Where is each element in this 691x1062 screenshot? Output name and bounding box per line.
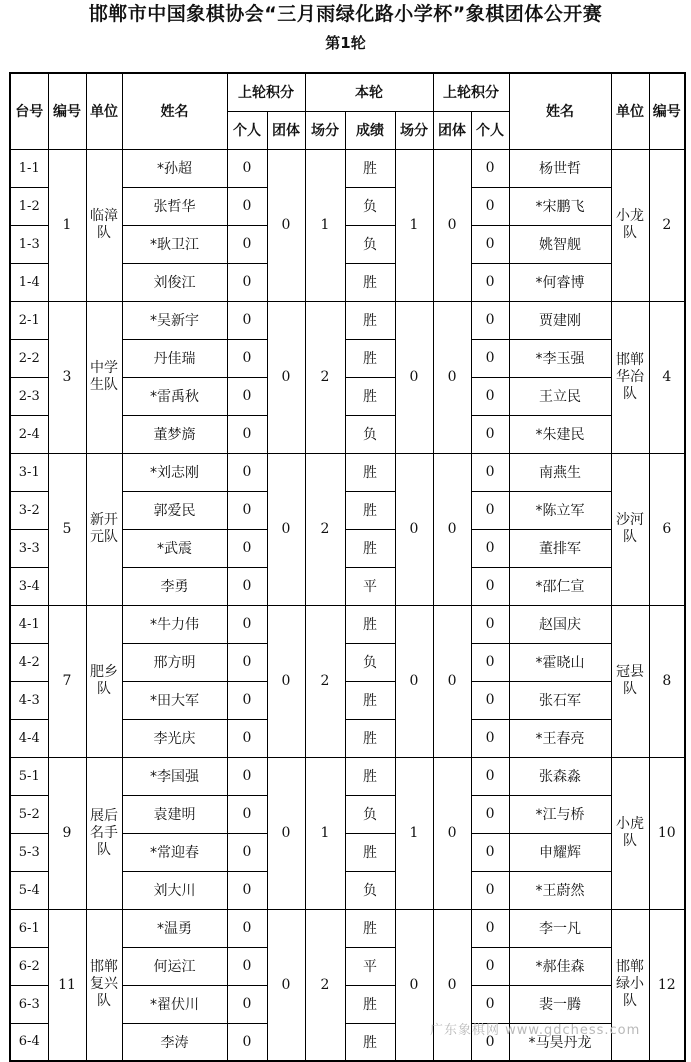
board-number: 6-3 [10, 985, 48, 1023]
game-result: 平 [345, 567, 395, 605]
individual-prev-left: 0 [227, 187, 267, 225]
player-name-left: *雷禹秋 [122, 377, 227, 415]
match-points-left: 1 [305, 149, 345, 301]
player-name-right: *王蔚然 [509, 871, 611, 909]
team-unit-left [86, 605, 122, 757]
header-unit-left: 单位 [86, 73, 122, 149]
player-name-right: *朱建民 [509, 415, 611, 453]
individual-prev-right: 0 [471, 605, 509, 643]
individual-prev-left: 0 [227, 947, 267, 985]
header-match-points-left: 场分 [305, 111, 345, 149]
page-title: 邯郸市中国象棋协会“三月雨绿化路小学杯”象棋团体公开赛 [88, 3, 603, 25]
individual-prev-left: 0 [227, 453, 267, 491]
match-points-left: 2 [305, 453, 345, 605]
team-prev-right: 0 [433, 757, 471, 909]
team-unit-right-text: 小虎队 [616, 816, 645, 849]
player-name-left: *翟伏川 [122, 985, 227, 1023]
team-unit-right-text: 小龙队 [616, 208, 645, 241]
team-prev-right: 0 [433, 149, 471, 301]
board-number: 6-1 [10, 909, 48, 947]
individual-prev-left: 0 [227, 1023, 267, 1061]
team-unit-right [611, 605, 649, 757]
game-result: 负 [345, 225, 395, 263]
match-points-left: 2 [305, 909, 345, 1061]
individual-prev-left: 0 [227, 339, 267, 377]
individual-prev-right: 0 [471, 947, 509, 985]
player-name-left: 丹佳瑞 [122, 339, 227, 377]
player-name-right: 张森淼 [509, 757, 611, 795]
game-result: 胜 [345, 301, 395, 339]
team-prev-left: 0 [267, 757, 305, 909]
player-name-right: *邵仁宣 [509, 567, 611, 605]
player-name-right: *陈立军 [509, 491, 611, 529]
player-name-left: *田大军 [122, 681, 227, 719]
table-row [10, 605, 685, 643]
individual-prev-right: 0 [471, 301, 509, 339]
team-prev-left: 0 [267, 301, 305, 453]
player-name-right: *江与桥 [509, 795, 611, 833]
team-unit-left-text: 邯郸复兴队 [90, 959, 118, 1010]
header-number-left: 编号 [48, 73, 86, 149]
player-name-right: *马昊丹龙 [509, 1023, 611, 1061]
player-name-right: 南燕生 [509, 453, 611, 491]
player-name-left: *耿卫江 [122, 225, 227, 263]
individual-prev-right: 0 [471, 643, 509, 681]
game-result: 胜 [345, 529, 395, 567]
board-number: 1-2 [10, 187, 48, 225]
team-number-right: 6 [649, 453, 685, 605]
team-prev-right: 0 [433, 605, 471, 757]
team-number-left: 5 [48, 453, 86, 605]
header-board-left: 台号 [10, 73, 48, 149]
individual-prev-right: 0 [471, 149, 509, 187]
individual-prev-left: 0 [227, 795, 267, 833]
individual-prev-left: 0 [227, 719, 267, 757]
match-points-right: 1 [395, 149, 433, 301]
player-name-right: 李一凡 [509, 909, 611, 947]
player-name-right: 杨世哲 [509, 149, 611, 187]
player-name-left: *吴新宇 [122, 301, 227, 339]
game-result: 胜 [345, 909, 395, 947]
board-number: 3-1 [10, 453, 48, 491]
team-unit-left-text: 临漳队 [90, 208, 118, 241]
team-prev-left: 0 [267, 149, 305, 301]
team-unit-left-text: 中学生队 [90, 360, 118, 393]
player-name-left: 张哲华 [122, 187, 227, 225]
player-name-right: 申耀辉 [509, 833, 611, 871]
match-points-right: 0 [395, 301, 433, 453]
team-unit-left [86, 453, 122, 605]
individual-prev-right: 0 [471, 415, 509, 453]
team-unit-right [611, 757, 649, 909]
player-name-right: 裴一腾 [509, 985, 611, 1023]
individual-prev-right: 0 [471, 719, 509, 757]
team-unit-right-text: 邯郸绿小队 [616, 959, 645, 1010]
game-result: 胜 [345, 149, 395, 187]
board-number: 2-3 [10, 377, 48, 415]
team-prev-left: 0 [267, 453, 305, 605]
player-name-left: *牛力伟 [122, 605, 227, 643]
team-prev-right: 0 [433, 909, 471, 1061]
game-result: 胜 [345, 491, 395, 529]
player-name-left: 袁建明 [122, 795, 227, 833]
game-result: 胜 [345, 985, 395, 1023]
board-number: 4-2 [10, 643, 48, 681]
player-name-left: 李涛 [122, 1023, 227, 1061]
team-unit-right-text: 冠县队 [616, 664, 645, 697]
board-number: 3-4 [10, 567, 48, 605]
board-number: 2-2 [10, 339, 48, 377]
player-name-right: 张石军 [509, 681, 611, 719]
team-number-right: 10 [649, 757, 685, 909]
player-name-right: 贾建刚 [509, 301, 611, 339]
board-number: 5-1 [10, 757, 48, 795]
team-unit-left [86, 757, 122, 909]
player-name-right: *郝佳森 [509, 947, 611, 985]
team-unit-right [611, 149, 649, 301]
player-name-right: 赵国庆 [509, 605, 611, 643]
table-row [10, 149, 685, 187]
board-number: 5-3 [10, 833, 48, 871]
player-name-right: 董排军 [509, 529, 611, 567]
board-number: 5-2 [10, 795, 48, 833]
board-number: 3-3 [10, 529, 48, 567]
team-prev-right: 0 [433, 453, 471, 605]
individual-prev-left: 0 [227, 567, 267, 605]
game-result: 胜 [345, 757, 395, 795]
game-result: 胜 [345, 339, 395, 377]
player-name-left: 李勇 [122, 567, 227, 605]
team-number-right: 12 [649, 909, 685, 1061]
watermark: 广东象棋网 www.gdchess.com [430, 1023, 641, 1038]
header-team-left: 团体 [267, 111, 305, 149]
header-name-right: 姓名 [509, 73, 611, 149]
board-number: 6-4 [10, 1023, 48, 1061]
individual-prev-right: 0 [471, 871, 509, 909]
player-name-right: 姚智舰 [509, 225, 611, 263]
board-number: 1-3 [10, 225, 48, 263]
individual-prev-right: 0 [471, 985, 509, 1023]
team-number-right: 4 [649, 301, 685, 453]
team-number-left: 1 [48, 149, 86, 301]
player-name-left: 刘俊江 [122, 263, 227, 301]
individual-prev-left: 0 [227, 415, 267, 453]
match-points-right: 0 [395, 453, 433, 605]
individual-prev-right: 0 [471, 339, 509, 377]
individual-prev-right: 0 [471, 263, 509, 301]
table-row [10, 909, 685, 947]
game-result: 负 [345, 871, 395, 909]
header-this-round: 本轮 [305, 73, 433, 111]
team-number-right: 8 [649, 605, 685, 757]
board-number: 4-3 [10, 681, 48, 719]
player-name-left: *刘志刚 [122, 453, 227, 491]
header-prev-score-right: 上轮积分 [433, 73, 509, 111]
board-number: 3-2 [10, 491, 48, 529]
header-result: 成绩 [345, 111, 395, 149]
individual-prev-left: 0 [227, 301, 267, 339]
player-name-right: 王立民 [509, 377, 611, 415]
individual-prev-right: 0 [471, 681, 509, 719]
team-number-left: 9 [48, 757, 86, 909]
table-row [10, 757, 685, 795]
table-row [10, 301, 685, 339]
game-result: 胜 [345, 605, 395, 643]
player-name-left: 李光庆 [122, 719, 227, 757]
individual-prev-right: 0 [471, 529, 509, 567]
game-result: 负 [345, 415, 395, 453]
team-number-left: 7 [48, 605, 86, 757]
match-points-left: 2 [305, 605, 345, 757]
team-unit-left-text: 新开元队 [90, 512, 118, 545]
player-name-left: *李国强 [122, 757, 227, 795]
game-result: 平 [345, 947, 395, 985]
individual-prev-right: 0 [471, 491, 509, 529]
player-name-left: *武震 [122, 529, 227, 567]
board-number: 2-1 [10, 301, 48, 339]
game-result: 胜 [345, 681, 395, 719]
board-number: 4-1 [10, 605, 48, 643]
team-unit-right [611, 301, 649, 453]
header-number-right: 编号 [649, 73, 685, 149]
header-team-right: 团体 [433, 111, 471, 149]
team-unit-left [86, 149, 122, 301]
player-name-right: *何睿博 [509, 263, 611, 301]
player-name-left: 董梦旖 [122, 415, 227, 453]
player-name-left: *孙超 [122, 149, 227, 187]
team-unit-right [611, 453, 649, 605]
individual-prev-left: 0 [227, 985, 267, 1023]
team-unit-left-text: 展后名手队 [90, 807, 118, 858]
individual-prev-left: 0 [227, 149, 267, 187]
team-unit-right [611, 909, 649, 1061]
individual-prev-left: 0 [227, 529, 267, 567]
individual-prev-right: 0 [471, 909, 509, 947]
player-name-right: *宋鹏飞 [509, 187, 611, 225]
individual-prev-left: 0 [227, 871, 267, 909]
individual-prev-right: 0 [471, 225, 509, 263]
player-name-left: 刘大川 [122, 871, 227, 909]
individual-prev-left: 0 [227, 491, 267, 529]
pairing-table [9, 72, 686, 1062]
individual-prev-left: 0 [227, 681, 267, 719]
round-label: 第1轮 [325, 34, 366, 52]
match-points-left: 1 [305, 757, 345, 909]
game-result: 负 [345, 643, 395, 681]
team-unit-left [86, 909, 122, 1061]
individual-prev-right: 0 [471, 757, 509, 795]
individual-prev-left: 0 [227, 643, 267, 681]
individual-prev-left: 0 [227, 605, 267, 643]
match-points-right: 0 [395, 605, 433, 757]
board-number: 2-4 [10, 415, 48, 453]
match-points-right: 0 [395, 909, 433, 1061]
player-name-right: *王春亮 [509, 719, 611, 757]
board-number: 1-1 [10, 149, 48, 187]
team-unit-left [86, 301, 122, 453]
team-prev-left: 0 [267, 605, 305, 757]
team-number-left: 3 [48, 301, 86, 453]
game-result: 胜 [345, 1023, 395, 1061]
team-prev-right: 0 [433, 301, 471, 453]
game-result: 负 [345, 795, 395, 833]
player-name-left: 何运江 [122, 947, 227, 985]
board-number: 6-2 [10, 947, 48, 985]
game-result: 胜 [345, 377, 395, 415]
team-unit-left-text: 肥乡队 [90, 664, 118, 697]
team-unit-right-text: 邯郸华冶队 [616, 351, 645, 402]
individual-prev-right: 0 [471, 795, 509, 833]
game-result: 胜 [345, 263, 395, 301]
individual-prev-left: 0 [227, 757, 267, 795]
header-prev-score-left: 上轮积分 [227, 73, 305, 111]
player-name-right: *霍晓山 [509, 643, 611, 681]
individual-prev-right: 0 [471, 567, 509, 605]
header-individual-right: 个人 [471, 111, 509, 149]
match-points-left: 2 [305, 301, 345, 453]
team-number-left: 11 [48, 909, 86, 1061]
player-name-left: *温勇 [122, 909, 227, 947]
individual-prev-right: 0 [471, 1023, 509, 1061]
header-name-left: 姓名 [122, 73, 227, 149]
individual-prev-right: 0 [471, 833, 509, 871]
match-points-right: 1 [395, 757, 433, 909]
individual-prev-left: 0 [227, 909, 267, 947]
individual-prev-left: 0 [227, 833, 267, 871]
individual-prev-left: 0 [227, 225, 267, 263]
header-match-points-right: 场分 [395, 111, 433, 149]
player-name-left: 郭爱民 [122, 491, 227, 529]
player-name-left: 邢方明 [122, 643, 227, 681]
player-name-left: *常迎春 [122, 833, 227, 871]
team-prev-left: 0 [267, 909, 305, 1061]
board-number: 5-4 [10, 871, 48, 909]
player-name-right: *李玉强 [509, 339, 611, 377]
board-number: 4-4 [10, 719, 48, 757]
individual-prev-left: 0 [227, 377, 267, 415]
individual-prev-left: 0 [227, 263, 267, 301]
game-result: 胜 [345, 719, 395, 757]
game-result: 胜 [345, 453, 395, 491]
board-number: 1-4 [10, 263, 48, 301]
table-row [10, 453, 685, 491]
header-individual-left: 个人 [227, 111, 267, 149]
individual-prev-right: 0 [471, 187, 509, 225]
game-result: 胜 [345, 833, 395, 871]
header-unit-right: 单位 [611, 73, 649, 149]
individual-prev-right: 0 [471, 453, 509, 491]
team-number-right: 2 [649, 149, 685, 301]
game-result: 负 [345, 187, 395, 225]
individual-prev-right: 0 [471, 377, 509, 415]
team-unit-right-text: 沙河队 [616, 512, 645, 545]
